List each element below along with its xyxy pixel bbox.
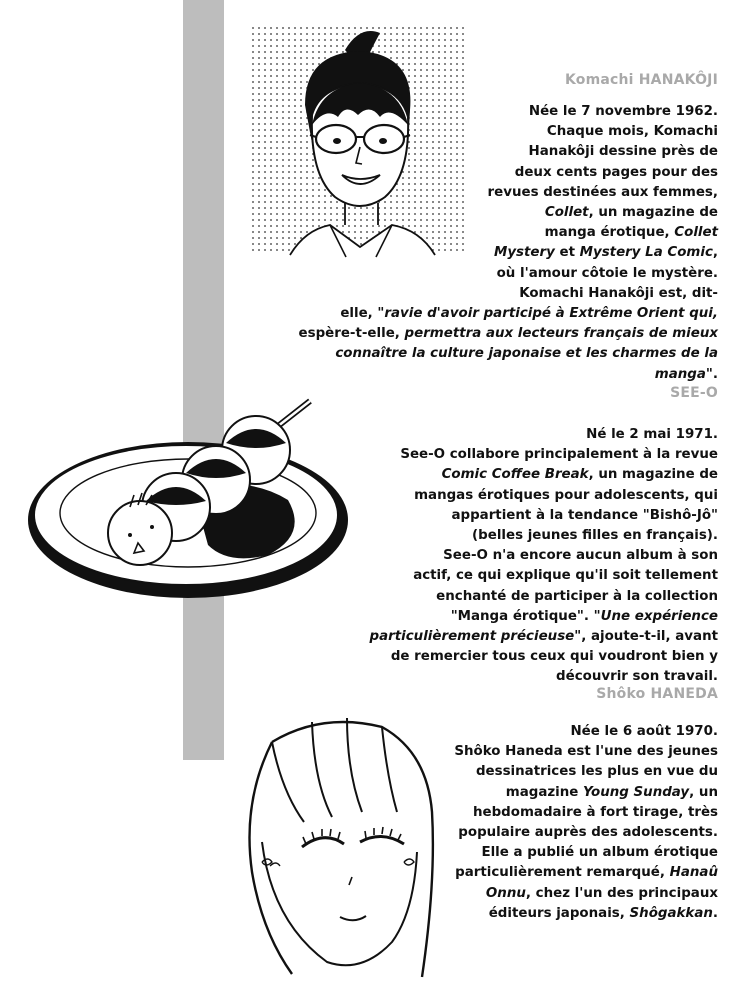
bio-line — [454, 722, 718, 742]
bio-line — [370, 627, 718, 647]
bio-line — [299, 243, 718, 263]
bio-italic-text: Une expérience — [600, 608, 718, 624]
bio-text: hebdomadaire à fort tirage, très — [472, 804, 718, 820]
bio-line — [299, 203, 718, 223]
bio-text: Shôko Haneda est l'une des jeunes — [454, 744, 718, 760]
bio-text: magazine — [505, 784, 584, 800]
bio-text: particulièrement remarqué, — [455, 865, 670, 881]
bio-text: éditeurs japonais, — [488, 905, 630, 921]
bio-text: Né le 2 mai 1971. — [586, 427, 718, 442]
bio-italic-text: Shôgakkan — [629, 905, 713, 921]
bio-text: dessinatrices les plus en vue du — [475, 764, 718, 780]
bio-text: revues destinées aux femmes, — [487, 184, 718, 200]
bio-line — [454, 803, 718, 823]
artist-bio — [454, 722, 718, 924]
bio-line — [299, 365, 718, 385]
bio-line — [370, 486, 718, 506]
dango-plate-illustration — [18, 395, 348, 605]
bio-line — [299, 264, 718, 284]
bio-text: , un — [689, 784, 718, 800]
bio-text: enchanté de participer à la collection — [436, 588, 718, 604]
portrait-shoko-illustration — [232, 712, 457, 982]
bio-italic-text: Young Sunday — [583, 784, 690, 800]
bio-line — [370, 445, 718, 465]
bio-line — [299, 163, 718, 183]
bio-line — [299, 142, 718, 162]
bio-text: , — [712, 245, 718, 261]
bio-line — [370, 566, 718, 586]
bio-text: mangas érotiques pour adolescents, qui — [414, 487, 718, 503]
bio-italic-text: Hanaû — [669, 865, 718, 881]
bio-text: de remercier tous ceux qui voudront bien y — [390, 649, 718, 665]
artist-name-heading: Shôko HANEDA — [596, 686, 718, 702]
bio-line — [299, 344, 718, 364]
bio-line — [454, 843, 718, 863]
bio-italic-text: ravie d'avoir participé à Extrême Orient qui, — [384, 306, 718, 322]
bio-line — [370, 425, 718, 445]
bio-line — [299, 102, 718, 122]
bio-text: "Manga érotique". " — [450, 608, 601, 624]
bio-italic-text: Mystery — [494, 245, 555, 261]
bio-text: , un magazine de — [588, 205, 718, 221]
gray-vertical-band — [183, 0, 224, 760]
bio-italic-text: connaître la culture japonaise et les charmes de la — [335, 346, 718, 362]
bio-text: Komachi Hanakôji est, dit- — [519, 285, 718, 301]
bio-text: manga érotique, — [544, 225, 675, 241]
bio-italic-text: Collet — [674, 225, 718, 241]
bio-line — [454, 783, 718, 803]
bio-line — [299, 304, 718, 324]
bio-italic-text: manga — [654, 366, 706, 382]
bio-line — [370, 647, 718, 667]
bio-italic-text: Mystery La Comic — [579, 245, 713, 261]
bio-line — [370, 587, 718, 607]
bio-line — [370, 465, 718, 485]
bio-line — [370, 607, 718, 627]
artist-name-heading: Komachi HANAKÔJI — [564, 72, 718, 88]
bio-line — [454, 762, 718, 782]
bio-italic-text: Onnu — [485, 885, 526, 901]
bio-text: (belles jeunes filles en français). — [472, 528, 718, 544]
bio-line — [299, 223, 718, 243]
bio-text: ". — [705, 366, 718, 382]
bio-text: découvrir son travail. — [556, 669, 718, 685]
bio-text: actif, ce qui explique qu'il soit tellement — [413, 568, 718, 584]
artist-bio — [299, 102, 718, 385]
artist-bio — [370, 425, 718, 688]
bio-line — [454, 904, 718, 924]
bio-line — [299, 324, 718, 344]
bio-text: Chaque mois, Komachi — [546, 124, 718, 140]
bio-line — [370, 506, 718, 526]
bio-line — [299, 284, 718, 304]
bio-text: appartient à la tendance "Bishô-Jô" — [451, 507, 718, 523]
bio-italic-text: permettra aux lecteurs français de mieux — [404, 326, 718, 342]
bio-text: Elle a publié un album érotique — [481, 845, 718, 861]
bio-line — [454, 823, 718, 843]
bio-text: See-O collabore principalement à la revue — [400, 447, 718, 463]
bio-italic-text: Comic Coffee Break — [441, 467, 589, 483]
bio-italic-text: Collet — [544, 205, 589, 221]
bio-line — [454, 863, 718, 883]
bio-text: et — [554, 245, 580, 261]
bio-italic-text: particulièrement précieuse — [369, 629, 575, 645]
bio-text: où l'amour côtoie le mystère. — [496, 265, 718, 281]
bio-line — [370, 546, 718, 566]
bio-line — [454, 884, 718, 904]
bio-text: , un magazine de — [588, 467, 718, 483]
bio-text: . — [712, 905, 718, 921]
bio-text: deux cents pages pour des — [514, 164, 718, 180]
bio-line — [370, 526, 718, 546]
bio-line — [299, 122, 718, 142]
bio-text: Née le 7 novembre 1962. — [528, 104, 718, 119]
bio-text: , chez l'un des principaux — [525, 885, 718, 901]
artist-name-heading: SEE-O — [670, 385, 718, 401]
bio-text: ", ajoute-t-il, avant — [574, 629, 718, 645]
bio-text: Hanakôji dessine près de — [528, 144, 718, 160]
bio-text: See-O n'a encore aucun album à son — [443, 548, 718, 564]
bio-line — [370, 667, 718, 687]
bio-text: espère-t-elle, — [298, 326, 405, 342]
bio-text: populaire auprès des adolescents. — [458, 825, 718, 841]
bio-line — [299, 183, 718, 203]
bio-line — [454, 742, 718, 762]
bio-text: Née le 6 août 1970. — [570, 724, 718, 739]
bio-text: elle, " — [340, 306, 385, 322]
